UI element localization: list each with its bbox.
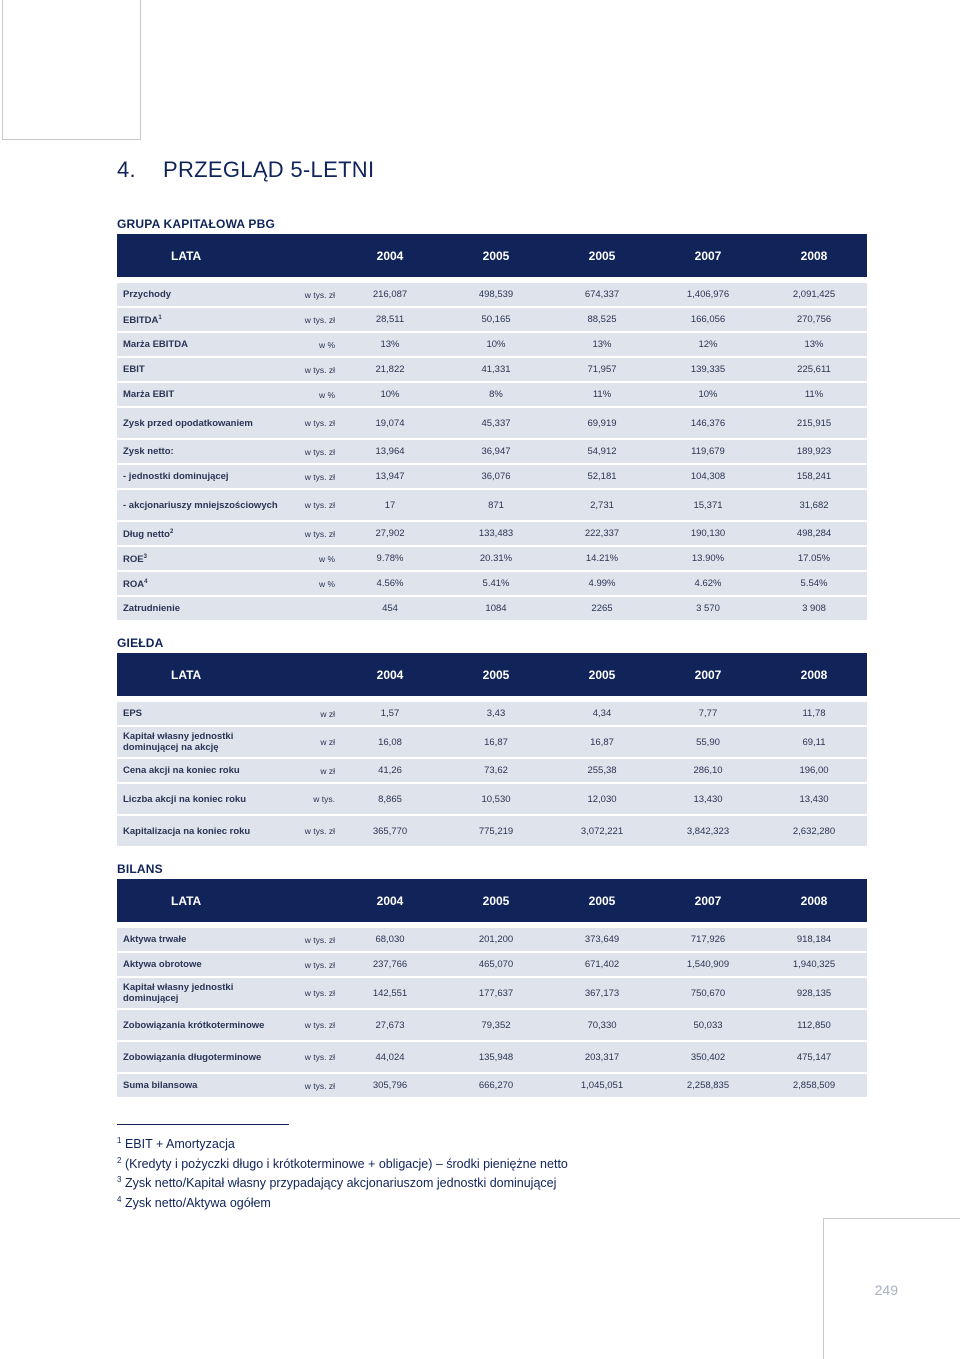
header-lata: LATA — [117, 234, 337, 277]
section-title-grupa: GRUPA KAPITAŁOWA PBG — [117, 217, 275, 231]
table-cell: 3 908 — [761, 595, 867, 620]
header-year: 2005 — [549, 879, 655, 922]
row-label — [117, 696, 281, 725]
footnote-ref: 4 — [144, 578, 148, 585]
table-cell: 671,402 — [549, 951, 655, 976]
row-label — [117, 951, 281, 976]
row-label-text: Zobowiązania krótkoterminowe — [123, 1019, 265, 1031]
table-cell: 928,135 — [761, 976, 867, 1008]
table-cell: 12% — [655, 331, 761, 356]
header-row — [117, 234, 867, 277]
table-cell: 10% — [337, 381, 443, 406]
table-cell: 41,26 — [337, 757, 443, 782]
table-cell: 10% — [443, 331, 549, 356]
table-cell: 2,858,509 — [761, 1072, 867, 1097]
row-unit: w tys. zł — [281, 406, 337, 438]
table-cell: 104,308 — [655, 463, 761, 488]
header-year: 2007 — [655, 879, 761, 922]
table-cell: 16,87 — [443, 725, 549, 757]
row-label-text: Liczba akcji na koniec roku — [123, 793, 247, 805]
row-unit: w tys. zł — [281, 306, 337, 331]
table-cell: 871 — [443, 488, 549, 520]
header-year: 2007 — [655, 234, 761, 277]
table-cell: 20.31% — [443, 545, 549, 570]
table-cell: 5.54% — [761, 570, 867, 595]
table-row — [117, 1008, 867, 1040]
table-cell: 70,330 — [549, 1008, 655, 1040]
table-cell: 71,957 — [549, 356, 655, 381]
footnote-text: Zysk netto/Aktywa ogółem — [124, 1196, 271, 1211]
table-row — [117, 381, 867, 406]
header-year: 2005 — [443, 653, 549, 696]
table-cell: 13.90% — [655, 545, 761, 570]
row-unit: w tys. zł — [281, 1040, 337, 1072]
row-label — [117, 757, 281, 782]
header-year: 2005 — [549, 653, 655, 696]
row-label — [117, 595, 281, 620]
table-cell: 13,964 — [337, 438, 443, 463]
row-unit: w tys. zł — [281, 277, 337, 306]
table-cell: 13,947 — [337, 463, 443, 488]
table-row — [117, 438, 867, 463]
row-label — [117, 545, 281, 570]
table-cell: 2,091,425 — [761, 277, 867, 306]
footnotes — [117, 1133, 568, 1212]
header-lata: LATA — [117, 879, 337, 922]
row-label — [117, 381, 281, 406]
table-cell: 305,796 — [337, 1072, 443, 1097]
row-label-text: EBITDA — [123, 315, 159, 327]
table-row — [117, 488, 867, 520]
table-cell: 16,87 — [549, 725, 655, 757]
table-cell: 3 570 — [655, 595, 761, 620]
table-cell: 2265 — [549, 595, 655, 620]
row-label-text: Dług netto — [123, 529, 170, 541]
table-cell: 41,331 — [443, 356, 549, 381]
row-label — [117, 356, 281, 381]
table-cell: 158,241 — [761, 463, 867, 488]
table-cell: 1,940,325 — [761, 951, 867, 976]
row-unit: w tys. zł — [281, 1008, 337, 1040]
table-cell: 3,072,221 — [549, 814, 655, 846]
row-label-text: Przychody — [123, 289, 172, 300]
table-cell: 44,024 — [337, 1040, 443, 1072]
header-year: 2008 — [761, 234, 867, 277]
table-cell: 237,766 — [337, 951, 443, 976]
footnote-ref: 1 — [158, 314, 162, 321]
table-cell: 1,57 — [337, 696, 443, 725]
table-row — [117, 331, 867, 356]
table-cell: 17 — [337, 488, 443, 520]
table-row — [117, 696, 867, 725]
page-title — [117, 157, 374, 183]
row-unit: w tys. zł — [281, 463, 337, 488]
row-label-text: Zobowiązania długoterminowe — [123, 1051, 262, 1063]
table-cell: 1,406,976 — [655, 277, 761, 306]
footnote-ref: 2 — [169, 528, 174, 535]
table-cell: 17.05% — [761, 545, 867, 570]
table-row — [117, 922, 867, 951]
row-label — [117, 463, 281, 488]
table-header — [117, 879, 867, 922]
row-label-text: Zatrudnienie — [123, 603, 181, 614]
row-label — [117, 406, 281, 438]
table-cell: 139,335 — [655, 356, 761, 381]
footnote-ref: 3 — [143, 553, 147, 560]
table-cell: 4.62% — [655, 570, 761, 595]
row-label-text: Kapitał własny jednostki dominującej — [123, 982, 234, 1004]
table-row — [117, 520, 867, 545]
row-label-text: EBIT — [123, 364, 145, 375]
table-cell: 3,43 — [443, 696, 549, 725]
table-cell: 135,948 — [443, 1040, 549, 1072]
table-cell: 225,611 — [761, 356, 867, 381]
table-cell: 27,673 — [337, 1008, 443, 1040]
table-cell: 14.21% — [549, 545, 655, 570]
footnote-number: 1 — [117, 1136, 122, 1145]
table-cell: 15,371 — [655, 488, 761, 520]
table-cell: 11,78 — [761, 696, 867, 725]
row-label — [117, 922, 281, 951]
header-row — [117, 879, 867, 922]
header-year: 2004 — [337, 653, 443, 696]
row-unit: w tys. zł — [281, 356, 337, 381]
row-unit: w tys. zł — [281, 922, 337, 951]
row-unit: w % — [281, 381, 337, 406]
table-cell: 4.56% — [337, 570, 443, 595]
table-row — [117, 356, 867, 381]
table-row — [117, 814, 867, 846]
table-cell: 10,530 — [443, 782, 549, 814]
table-cell: 4.99% — [549, 570, 655, 595]
table-gielda — [117, 653, 867, 846]
table-cell: 189,923 — [761, 438, 867, 463]
table-cell: 454 — [337, 595, 443, 620]
table-cell: 498,539 — [443, 277, 549, 306]
table-cell: 750,670 — [655, 976, 761, 1008]
row-unit: w tys. zł — [281, 520, 337, 545]
row-unit: w tys. zł — [281, 1072, 337, 1097]
row-label-text: Aktywa obrotowe — [123, 959, 202, 970]
table-cell: 270,756 — [761, 306, 867, 331]
row-label-text: EPS — [123, 708, 143, 719]
table-cell: 498,284 — [761, 520, 867, 545]
header-year: 2005 — [549, 234, 655, 277]
row-unit: w zł — [281, 696, 337, 725]
table-cell: 775,219 — [443, 814, 549, 846]
table-grupa — [117, 234, 867, 620]
row-label-text: Aktywa trwałe — [123, 934, 187, 945]
table-body — [117, 696, 867, 846]
table-cell: 55,90 — [655, 725, 761, 757]
row-label — [117, 976, 281, 1008]
table-cell: 666,270 — [443, 1072, 549, 1097]
footnote — [117, 1172, 568, 1192]
table-cell: 36,947 — [443, 438, 549, 463]
table-cell: 350,402 — [655, 1040, 761, 1072]
row-label-text: - jednostki dominującej — [123, 471, 229, 482]
table-cell: 2,731 — [549, 488, 655, 520]
header-year: 2005 — [443, 879, 549, 922]
table-cell: 13,430 — [761, 782, 867, 814]
table-cell: 8,865 — [337, 782, 443, 814]
table-cell: 216,087 — [337, 277, 443, 306]
table-header — [117, 234, 867, 277]
row-label — [117, 438, 281, 463]
table-cell: 11% — [761, 381, 867, 406]
row-label — [117, 1040, 281, 1072]
row-unit: w % — [281, 545, 337, 570]
chapter-title: PRZEGLĄD 5-LETNI — [163, 157, 375, 182]
footnote-text: (Kredyty i pożyczki długo i krótkoterminowe + obligacje) – środki pieniężne netto — [124, 1156, 568, 1171]
table-cell: 5.41% — [443, 570, 549, 595]
table-cell: 31,682 — [761, 488, 867, 520]
footnote-number: 3 — [117, 1175, 122, 1185]
row-label-text: Marża EBITDA — [123, 339, 188, 350]
header-year: 2004 — [337, 234, 443, 277]
section-title-bilans: BILANS — [117, 862, 163, 876]
table-cell: 166,056 — [655, 306, 761, 331]
footnote — [117, 1133, 568, 1153]
table-cell: 19,074 — [337, 406, 443, 438]
table-cell: 88,525 — [549, 306, 655, 331]
row-label-text: Kapitał własny jednostki dominującej na akcję — [123, 731, 234, 753]
table-row — [117, 757, 867, 782]
row-label-text: Suma bilansowa — [123, 1080, 198, 1091]
table-cell: 8% — [443, 381, 549, 406]
footnote-text: EBIT + Amortyzacja — [124, 1137, 235, 1152]
table-row — [117, 976, 867, 1008]
table-row — [117, 306, 867, 331]
table-cell: 52,181 — [549, 463, 655, 488]
table-cell: 13,430 — [655, 782, 761, 814]
row-label — [117, 488, 281, 520]
table-cell: 50,033 — [655, 1008, 761, 1040]
table-cell: 13% — [337, 331, 443, 356]
table-header — [117, 653, 867, 696]
table-cell: 215,915 — [761, 406, 867, 438]
corner-frame-top-left — [2, 0, 141, 140]
table-cell: 918,184 — [761, 922, 867, 951]
table-cell: 119,679 — [655, 438, 761, 463]
table-row — [117, 570, 867, 595]
table-cell: 255,38 — [549, 757, 655, 782]
header-year: 2007 — [655, 653, 761, 696]
table-cell: 1084 — [443, 595, 549, 620]
table-cell: 222,337 — [549, 520, 655, 545]
row-label-text: Kapitalizacja na koniec roku — [123, 825, 251, 837]
table-cell: 7,77 — [655, 696, 761, 725]
table-cell: 717,926 — [655, 922, 761, 951]
table-cell: 36,076 — [443, 463, 549, 488]
table-cell: 12,030 — [549, 782, 655, 814]
table-cell: 196,00 — [761, 757, 867, 782]
table-cell: 79,352 — [443, 1008, 549, 1040]
table-cell: 177,637 — [443, 976, 549, 1008]
row-unit: w tys. zł — [281, 976, 337, 1008]
header-year: 2004 — [337, 879, 443, 922]
table-row — [117, 595, 867, 620]
table-body — [117, 922, 867, 1097]
table-cell: 69,11 — [761, 725, 867, 757]
row-label — [117, 277, 281, 306]
row-unit: w tys. — [281, 782, 337, 814]
table-cell: 2,632,280 — [761, 814, 867, 846]
table-cell: 112,850 — [761, 1008, 867, 1040]
table-cell: 13% — [761, 331, 867, 356]
table-cell: 45,337 — [443, 406, 549, 438]
row-unit — [281, 595, 337, 620]
table-row — [117, 1072, 867, 1097]
table-cell: 373,649 — [549, 922, 655, 951]
table-cell: 1,045,051 — [549, 1072, 655, 1097]
table-row — [117, 951, 867, 976]
table-cell: 286,10 — [655, 757, 761, 782]
footnote — [117, 1153, 568, 1173]
footnote-text: Zysk netto/Kapitał własny przypadający akcjonariuszom jednostki dominującej — [124, 1176, 557, 1191]
table-row — [117, 782, 867, 814]
chapter-number: 4. — [117, 157, 136, 182]
table-row — [117, 406, 867, 438]
row-label — [117, 306, 281, 331]
table-cell: 28,511 — [337, 306, 443, 331]
header-row — [117, 653, 867, 696]
table-cell: 465,070 — [443, 951, 549, 976]
table-cell: 27,902 — [337, 520, 443, 545]
table-cell: 73,62 — [443, 757, 549, 782]
header-year: 2008 — [761, 653, 867, 696]
table-cell: 203,317 — [549, 1040, 655, 1072]
row-unit: w tys. zł — [281, 438, 337, 463]
section-title-gielda: GIEŁDA — [117, 636, 164, 650]
table-cell: 674,337 — [549, 277, 655, 306]
row-label — [117, 331, 281, 356]
row-label-text: Zysk netto: — [123, 446, 174, 457]
row-unit: w % — [281, 331, 337, 356]
row-unit: w tys. zł — [281, 951, 337, 976]
table-bilans — [117, 879, 867, 1097]
row-unit: w tys. zł — [281, 814, 337, 846]
row-unit: w zł — [281, 725, 337, 757]
row-unit: w % — [281, 570, 337, 595]
row-label-text: ROA — [123, 579, 145, 591]
page-number: 249 — [874, 1282, 898, 1298]
table-row — [117, 277, 867, 306]
row-label-text: Zysk przed opodatkowaniem — [123, 417, 253, 429]
table-cell: 365,770 — [337, 814, 443, 846]
table-cell: 50,165 — [443, 306, 549, 331]
header-year: 2008 — [761, 879, 867, 922]
table-row — [117, 545, 867, 570]
header-year: 2005 — [443, 234, 549, 277]
table-cell: 9.78% — [337, 545, 443, 570]
row-unit: w tys. zł — [281, 488, 337, 520]
table-cell: 2,258,835 — [655, 1072, 761, 1097]
footnote-rule — [117, 1124, 289, 1125]
table-row — [117, 725, 867, 757]
table-cell: 190,130 — [655, 520, 761, 545]
table-body — [117, 277, 867, 620]
table-row — [117, 463, 867, 488]
row-label — [117, 782, 281, 814]
row-label — [117, 520, 281, 545]
row-label-text: Cena akcji na koniec roku — [123, 765, 240, 776]
row-label — [117, 1072, 281, 1097]
table-cell: 367,173 — [549, 976, 655, 1008]
row-label-text: Marża EBIT — [123, 389, 175, 400]
table-cell: 54,912 — [549, 438, 655, 463]
table-cell: 16,08 — [337, 725, 443, 757]
table-row — [117, 1040, 867, 1072]
table-cell: 68,030 — [337, 922, 443, 951]
table-cell: 4,34 — [549, 696, 655, 725]
table-cell: 10% — [655, 381, 761, 406]
table-cell: 133,483 — [443, 520, 549, 545]
table-cell: 201,200 — [443, 922, 549, 951]
row-label-text: - akcjonariuszy mniejszościowych — [123, 499, 278, 511]
table-cell: 69,919 — [549, 406, 655, 438]
table-cell: 1,540,909 — [655, 951, 761, 976]
footnote — [117, 1192, 568, 1212]
footnote-number: 2 — [117, 1155, 122, 1165]
row-label-text: ROE — [123, 554, 144, 566]
table-cell: 3,842,323 — [655, 814, 761, 846]
table-cell: 475,147 — [761, 1040, 867, 1072]
header-lata: LATA — [117, 653, 337, 696]
footnote-number: 4 — [117, 1194, 122, 1204]
table-cell: 13% — [549, 331, 655, 356]
row-unit: w zł — [281, 757, 337, 782]
row-label — [117, 570, 281, 595]
table-cell: 21,822 — [337, 356, 443, 381]
table-cell: 146,376 — [655, 406, 761, 438]
table-cell: 11% — [549, 381, 655, 406]
row-label — [117, 1008, 281, 1040]
row-label — [117, 725, 281, 757]
table-cell: 142,551 — [337, 976, 443, 1008]
row-label — [117, 814, 281, 846]
